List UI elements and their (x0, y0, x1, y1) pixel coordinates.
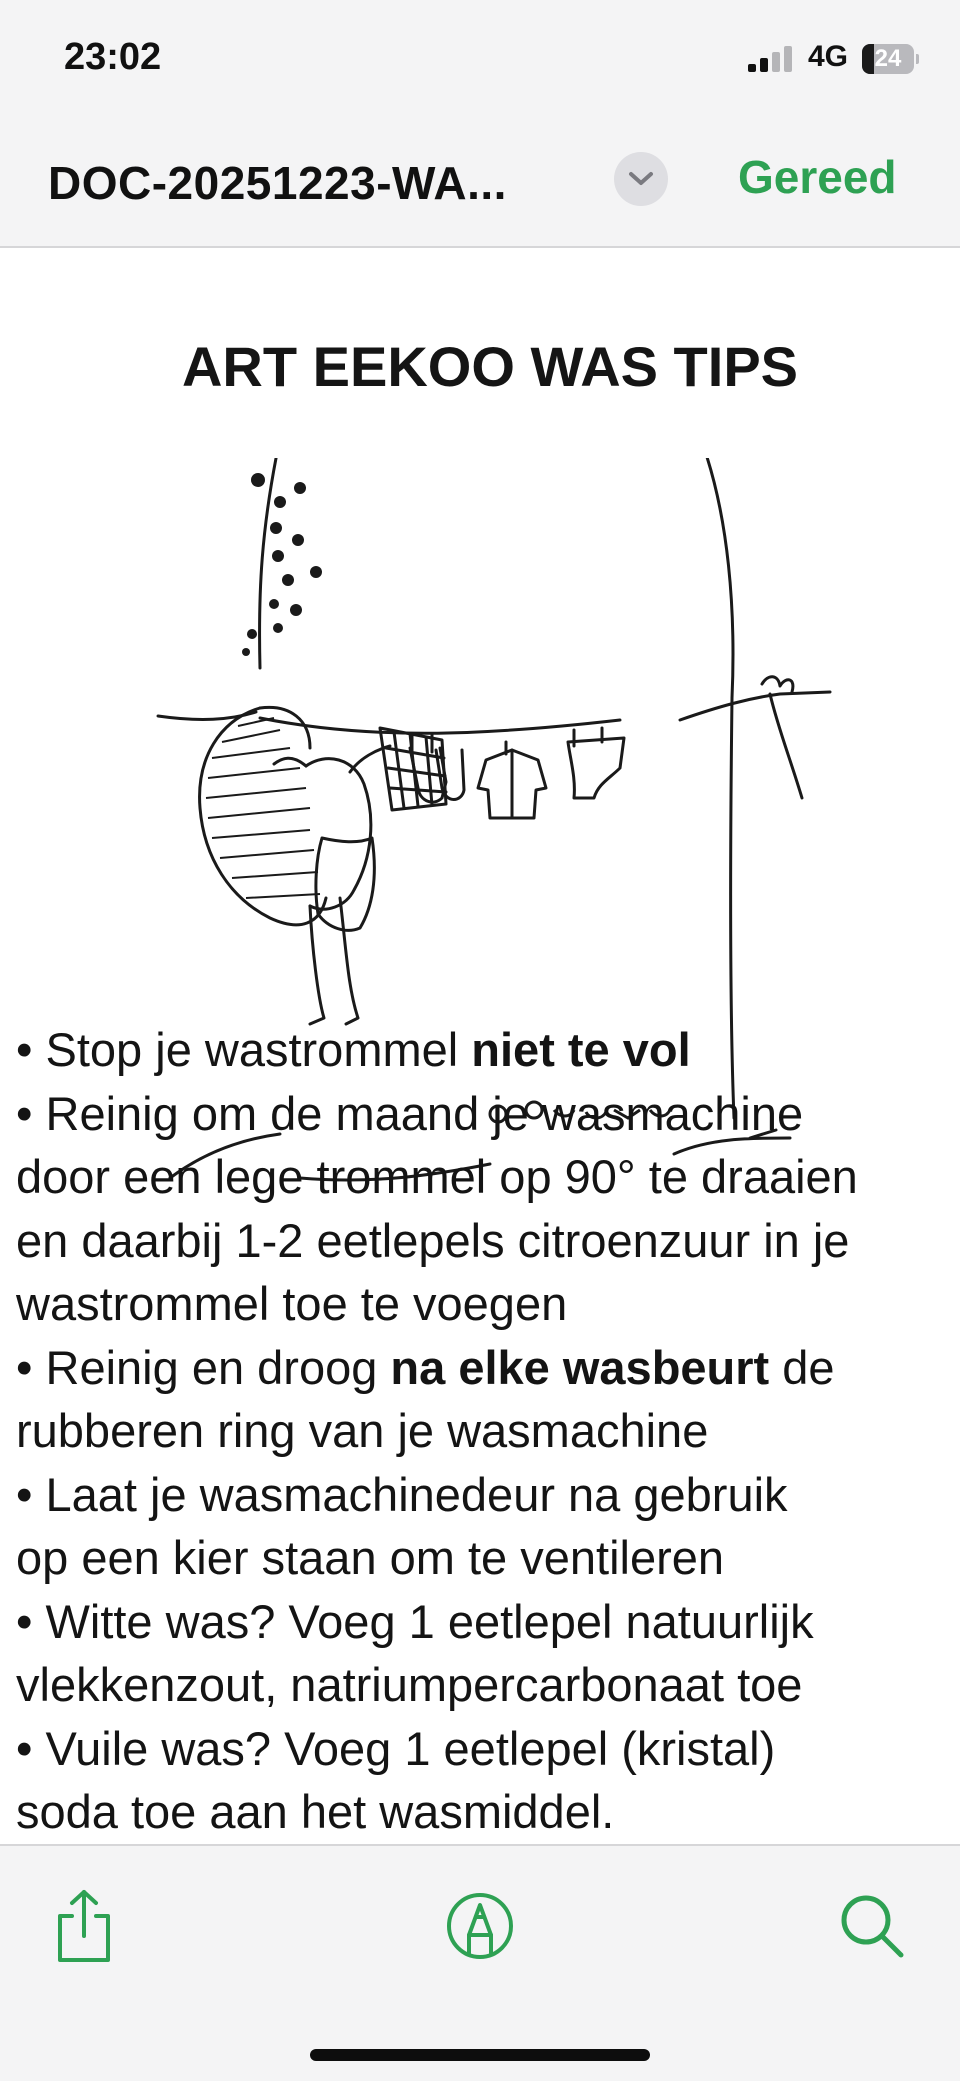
tip-2-line-4: wastrommel toe te voegen (16, 1277, 568, 1330)
status-bar (0, 0, 960, 120)
status-time: 23:02 (64, 36, 162, 78)
tip-2-line-1: • Reinig om de maand je wasmachine (16, 1086, 804, 1140)
markup-pen-icon (445, 1891, 515, 1961)
markup-button[interactable] (440, 1886, 520, 1966)
document-view[interactable] (0, 248, 960, 1844)
tip-3-tail: de (769, 1340, 835, 1394)
search-icon (837, 1891, 907, 1961)
network-type: 4G (808, 40, 849, 73)
battery-icon (862, 44, 914, 74)
tip-4-line-2: op een kier staan om te ventileren (16, 1531, 725, 1584)
tip-5-line-1: • Witte was? Voeg 1 eetlepel natuurlijk (16, 1594, 814, 1648)
tip-2-line-3: en daarbij 1-2 eetlepels citroenzuur in je (16, 1213, 850, 1267)
tip-6-line-2: soda toe aan het wasmiddel. (16, 1785, 615, 1838)
tip-3-line-1 (16, 1336, 960, 1400)
share-icon (52, 1888, 116, 1964)
battery-percentage: 24 (874, 45, 902, 72)
home-indicator[interactable] (310, 2049, 650, 2061)
tip-3-text: • Reinig en droog (16, 1340, 391, 1394)
chevron-down-icon (628, 170, 654, 188)
share-button[interactable] (44, 1886, 124, 1966)
tip-1-emphasis: niet te vol (471, 1023, 691, 1076)
tip-1 (16, 1018, 960, 1082)
tip-6-line-1: • Vuile was? Voeg 1 eetlepel (kristal) (16, 1721, 776, 1775)
search-button[interactable] (832, 1886, 912, 1966)
tip-3-emphasis: na elke wasbeurt (390, 1340, 770, 1394)
tip-1-text: • Stop je wastrommel (16, 1023, 472, 1076)
tip-2-line-2: door een lege trommel op 90° te draaien (16, 1150, 858, 1203)
document-heading: ART EEKOO WAS TIPS (181, 335, 799, 398)
done-button[interactable]: Gereed (738, 151, 897, 203)
battery-level-fill (862, 44, 874, 74)
title-menu-button[interactable] (614, 152, 668, 206)
tips-list (16, 1018, 960, 1844)
navigation-bar (0, 120, 960, 248)
battery-cap (916, 54, 919, 64)
cellular-signal-icon (748, 46, 796, 72)
document-title[interactable]: DOC-20251223-WA... (48, 157, 507, 209)
tip-5-line-2: vlekkenzout, natriumpercarbonaat toe (16, 1658, 803, 1711)
bottom-toolbar (0, 1844, 960, 2081)
tip-4-line-1: • Laat je wasmachinedeur na gebruik (16, 1467, 788, 1521)
tip-3-line-2: rubberen ring van je wasmachine (16, 1404, 709, 1457)
